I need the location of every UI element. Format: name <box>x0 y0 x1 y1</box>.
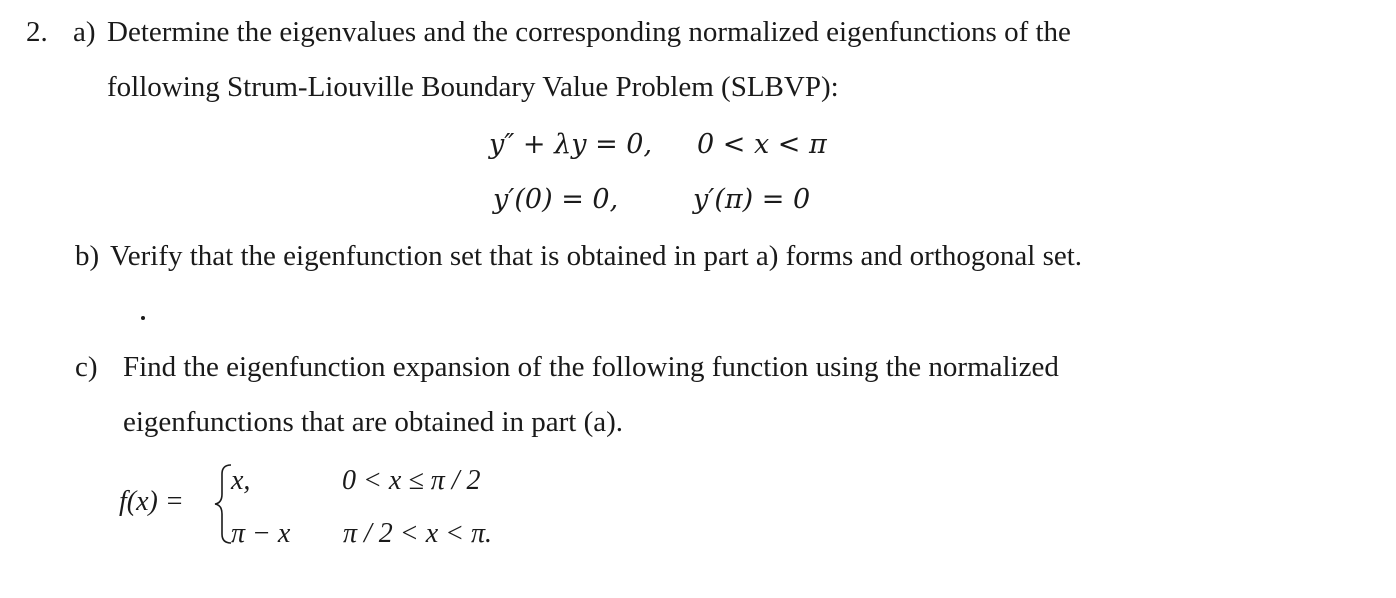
case1-expression: x, <box>231 465 251 496</box>
stray-dot-mark <box>141 316 145 320</box>
part-a-line2: following Strum-Liouville Boundary Value Problem (SLBVP): <box>107 71 839 103</box>
boundary-condition-right: y′(π) = 0 <box>693 184 811 215</box>
part-a-label: a) <box>73 16 96 48</box>
problem-number: 2. <box>26 16 48 48</box>
part-c-label: c) <box>75 351 98 383</box>
part-c-line2: eigenfunctions that are obtained in part (a). <box>123 406 624 438</box>
part-c-line1: Find the eigenfunction expansion of the following function using the normalized <box>123 351 1059 383</box>
case2-condition: π / 2 < x < π. <box>343 518 493 549</box>
boundary-condition-left: y′(0) = 0, <box>493 184 619 215</box>
ode-equation: y″ + λy = 0, <box>489 129 653 160</box>
ode-domain: 0 < x < π <box>697 129 827 160</box>
function-lhs: f(x) = <box>119 486 184 517</box>
part-b-text: Verify that the eigenfunction set that is obtained in part a) forms and orthogonal set. <box>110 240 1083 272</box>
case1-condition: 0 < x ≤ π / 2 <box>342 465 481 496</box>
part-b-label: b) <box>75 240 100 272</box>
part-a-line1: Determine the eigenvalues and the corresponding normalized eigenfunctions of the <box>107 16 1071 48</box>
case2-expression: π − x <box>231 518 291 549</box>
